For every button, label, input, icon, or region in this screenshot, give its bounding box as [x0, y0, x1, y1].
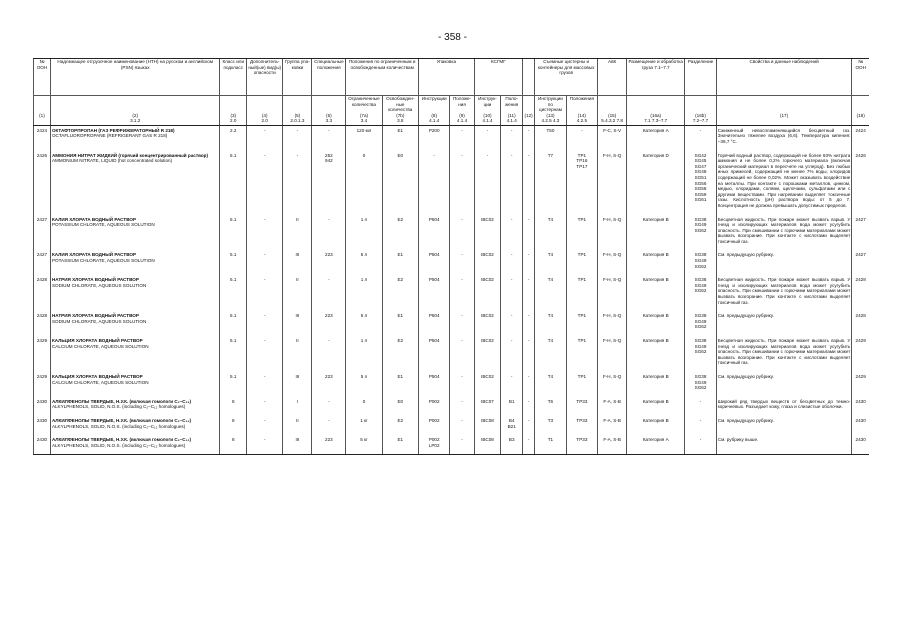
- cell-pi: P504: [418, 336, 449, 372]
- cell-stow: Категория D: [627, 151, 685, 215]
- cell-name: КАЛИЯ ХЛОРАТА ВОДНЫЙ РАСТВОР POTASSIUM CHLORATE, AQUEOUS SOLUTION: [50, 250, 220, 275]
- cell-tp: TP1: [566, 336, 597, 372]
- cell-ibcp: -: [501, 125, 523, 150]
- cell-stow: Категория B: [627, 311, 685, 336]
- cell-ibc: IBC08: [474, 416, 501, 435]
- col-tanks: Съемные цистерны и контейнеры для массовых грузов: [535, 59, 598, 96]
- cell-pi: P504: [418, 215, 449, 251]
- cell-lq: 5 л: [346, 250, 382, 275]
- cell-ems: F-H, S-Q: [598, 151, 627, 215]
- sub-tank-instr: Инструкции по цистернам: [535, 96, 566, 113]
- cell-pi: P504: [418, 372, 449, 397]
- cell-un: 2429: [34, 372, 51, 397]
- cell-segr: SG38 SG49 SG62: [685, 275, 716, 311]
- cell-tp: TP33: [566, 435, 597, 455]
- cell-un-right: 2430: [852, 416, 869, 435]
- sub-ibc-instr: Инструк-ции: [474, 96, 501, 113]
- cell-un-right: 2428: [852, 311, 869, 336]
- cell-pp: -: [450, 125, 474, 150]
- cell-ibc: IBC02: [474, 372, 501, 397]
- table-row: [34, 397, 870, 416]
- cell-pp: -: [450, 416, 474, 435]
- cell-extra: -: [247, 416, 283, 435]
- cell-class: 8: [220, 435, 247, 455]
- cell-ibcp: -: [501, 336, 523, 372]
- cell-eq: E0: [382, 151, 418, 215]
- cell-class: 5.1: [220, 151, 247, 215]
- col-pack-group: Группа упа-ковки: [283, 59, 312, 96]
- cell-name: ОКТАФТОРПРОПАН (ГАЗ РЕФРИЖЕРАТОРНЫЙ R 218) OCTAFLUOROPROPANE (REFRIGERANT GAS R 218): [50, 125, 220, 150]
- cell-sp: 223: [312, 372, 346, 397]
- cell-eq: E1: [382, 311, 418, 336]
- cell-class: 5.1: [220, 372, 247, 397]
- sub-tank-prov: Положения: [566, 96, 597, 113]
- table-row: [34, 372, 870, 397]
- cell-ti: T4: [535, 311, 566, 336]
- cell-ems: F-A, S-B: [598, 397, 627, 416]
- cell-name: КАЛЬЦИЯ ХЛОРАТА ВОДНЫЙ РАСТВОР CALCIUM CHLORATE, AQUEOUS SOLUTION: [50, 372, 220, 397]
- cell-pp: -: [450, 151, 474, 215]
- cell-lq: 0: [346, 397, 382, 416]
- cell-sp: -: [312, 397, 346, 416]
- cell-props: Бесцветная жидкость. При пожаре может вызвать взрыв. У гнезд и изолирующих материалов вода может усугубить опасность. При смешивании с горючими материалами может вызвать возгорание. При контакте с кислотами выделяет токсичный газ.: [716, 336, 852, 372]
- cell-c12: -: [523, 215, 535, 251]
- cell-extra: -: [247, 435, 283, 455]
- cell-props: См. предыдущую рубрику.: [716, 311, 852, 336]
- cell-pp: -: [450, 215, 474, 251]
- cell-un: 2429: [34, 336, 51, 372]
- cell-class: 5.1: [220, 275, 247, 311]
- cell-pi: P002: [418, 416, 449, 435]
- cell-pg: III: [283, 372, 312, 397]
- cell-lq: 0: [346, 151, 382, 215]
- cell-segr: SG38 SG49 SG62: [685, 311, 716, 336]
- cell-un: 2427: [34, 215, 51, 251]
- cell-un-right: 2424: [852, 125, 869, 150]
- cell-lq: 5 кг: [346, 435, 382, 455]
- cell-props: Сжиженный невоспламеняющийся бесцветный газ. Значительно тяжелее воздуха (6,6). Температура кипения: −36,7 °C.: [716, 125, 852, 150]
- cell-props: Широкий ряд твердых веществ от бесцветных до темно-коричневых. Разъедает кожу, глаза и слизистые оболочки.: [716, 397, 852, 416]
- table-row: [34, 125, 870, 150]
- cell-ti: T7: [535, 151, 566, 215]
- col-extra-hazard: Дополнитель-ный(ые) вид(ы) опасности: [247, 59, 283, 96]
- cell-tp: TP1: [566, 275, 597, 311]
- cell-name: КАЛЬЦИЯ ХЛОРАТА ВОДНЫЙ РАСТВОР CALCIUM CHLORATE, AQUEOUS SOLUTION: [50, 336, 220, 372]
- cell-un-right: 2426: [852, 151, 869, 215]
- cell-pp: -: [450, 435, 474, 455]
- cell-segr: SG38 SG49 SG62: [685, 250, 716, 275]
- cell-stow: Категория A: [627, 435, 685, 455]
- cell-un-right: 2427: [852, 250, 869, 275]
- cell-segr: SG38 SG49 SG62: [685, 336, 716, 372]
- cell-eq: E2: [382, 336, 418, 372]
- cell-sp: -: [312, 416, 346, 435]
- cell-stow: Категория B: [627, 250, 685, 275]
- cell-extra: -: [247, 215, 283, 251]
- cell-props: Бесцветная жидкость. При пожаре может вызвать взрыв. У гнезд и изолирующих материалов вода может усугубить опасность. При смешивании с горючими материалами может вызвать возгорание. При контакте с кислотами выделяет токсичный газ.: [716, 215, 852, 251]
- cell-sp: 223: [312, 250, 346, 275]
- col-un: № ООН: [34, 59, 51, 96]
- cell-c12: -: [523, 311, 535, 336]
- cell-stow: Категория B: [627, 397, 685, 416]
- cell-extra: -: [247, 125, 283, 150]
- cell-pg: II: [283, 215, 312, 251]
- cell-un: 2430: [34, 416, 51, 435]
- cell-tp: TP1: [566, 250, 597, 275]
- cell-extra: -: [247, 275, 283, 311]
- cell-ibc: IBC02: [474, 336, 501, 372]
- cell-pp: -: [450, 250, 474, 275]
- cell-ti: T50: [535, 125, 566, 150]
- cell-pi: P504: [418, 275, 449, 311]
- cell-un: 2426: [34, 151, 51, 215]
- table-row: [34, 250, 870, 275]
- cell-ibcp: B1: [501, 397, 523, 416]
- cell-pp: -: [450, 336, 474, 372]
- cell-c12: -: [523, 416, 535, 435]
- cell-ems: F-H, S-Q: [598, 275, 627, 311]
- cell-class: 8: [220, 397, 247, 416]
- cell-tp: TP33: [566, 397, 597, 416]
- cell-tp: -: [566, 125, 597, 150]
- cell-props: См. предыдущую рубрику.: [716, 372, 852, 397]
- cell-lq: 1 л: [346, 215, 382, 251]
- cell-c12: -: [523, 250, 535, 275]
- cell-pi: P504: [418, 311, 449, 336]
- cell-ibcp: B4 B21: [501, 416, 523, 435]
- cell-tp: TP1 TP16 TP17: [566, 151, 597, 215]
- cell-sp: -: [312, 125, 346, 150]
- cell-name: НАТРИЯ ХЛОРАТА ВОДНЫЙ РАСТВОР SODIUM CHLORATE, AQUEOUS SOLUTION: [50, 275, 220, 311]
- cell-pi: P504: [418, 250, 449, 275]
- cell-c12: -: [523, 397, 535, 416]
- col-class: Класс или подкласс: [220, 59, 247, 96]
- cell-sp: 223: [312, 435, 346, 455]
- table-row: [34, 151, 870, 215]
- cell-extra: -: [247, 372, 283, 397]
- table-row: [34, 311, 870, 336]
- sub-excepted: Освобожден-ные количества: [382, 96, 418, 113]
- cell-ti: T1: [535, 435, 566, 455]
- cell-ibcp: -: [501, 215, 523, 251]
- cell-ibcp: -: [501, 311, 523, 336]
- cell-class: 5.1: [220, 336, 247, 372]
- cell-pi: P200: [418, 125, 449, 150]
- cell-segr: SG38 SG49 SG62: [685, 372, 716, 397]
- cell-eq: E0: [382, 397, 418, 416]
- cell-pg: II: [283, 336, 312, 372]
- cell-name: АЛКИЛФЕНОЛЫ ТВЕРДЫЕ, Н.У.К. (включая гомологи C₂–C₁₂) ALKYLPHENOLS, SOLID, N.O.S. (including C₂–C₁₂ homologues): [50, 416, 220, 435]
- cell-tp: TP1: [566, 215, 597, 251]
- cell-ems: F-H, S-Q: [598, 215, 627, 251]
- cell-lq: 1 л: [346, 275, 382, 311]
- cell-sp: 252 942: [312, 151, 346, 215]
- cell-name: КАЛИЯ ХЛОРАТА ВОДНЫЙ РАСТВОР POTASSIUM CHLORATE, AQUEOUS SOLUTION: [50, 215, 220, 251]
- cell-pg: I: [283, 397, 312, 416]
- cell-c12: -: [523, 336, 535, 372]
- cell-props: См. предыдущую рубрику.: [716, 250, 852, 275]
- cell-ibc: -: [474, 151, 501, 215]
- cell-pi: P002: [418, 397, 449, 416]
- cell-props: Бесцветная жидкость. При пожаре может вызвать взрыв. У гнезд и изолирующих материалов вода может усугубить опасность. При смешивании с горючими материалами может вызвать возгорание. При контакте с кислотами выделяет токсичный газ.: [716, 275, 852, 311]
- cell-segr: -: [685, 125, 716, 150]
- cell-extra: -: [247, 397, 283, 416]
- cell-un-right: 2429: [852, 372, 869, 397]
- col-ems: АвК: [598, 59, 627, 96]
- cell-segr: SG38 SG49 SG62: [685, 215, 716, 251]
- sub-ibc-prov: Поло-жения: [501, 96, 523, 113]
- cell-extra: -: [247, 250, 283, 275]
- cell-stow: Категория A: [627, 125, 685, 150]
- cell-lq: 5 л: [346, 372, 382, 397]
- cell-pg: -: [283, 125, 312, 150]
- cell-ibc: IBC08: [474, 435, 501, 455]
- col-packaging: Упаковка: [418, 59, 474, 96]
- col-un-right: № ООН: [852, 59, 869, 96]
- cell-ibc: IBC02: [474, 215, 501, 251]
- table-body: [34, 125, 870, 455]
- cell-class: 2.2: [220, 125, 247, 150]
- cell-ems: F-H, S-Q: [598, 336, 627, 372]
- col-ibc: КСГМГ: [474, 59, 522, 96]
- sub-instr: Инструкции: [418, 96, 449, 113]
- sub-limited: Ограниченные количества: [346, 96, 382, 113]
- cell-eq: E2: [382, 215, 418, 251]
- cell-pi: P002 LP02: [418, 435, 449, 455]
- cell-ibcp: B3: [501, 435, 523, 455]
- cell-segr: SG42 SG45 SG47 SG48 SG51 SG56 SG58 SG59 SG61: [685, 151, 716, 215]
- cell-ems: F-H, S-Q: [598, 250, 627, 275]
- cell-sp: -: [312, 275, 346, 311]
- cell-stow: Категория B: [627, 372, 685, 397]
- cell-ems: F-C, S-V: [598, 125, 627, 150]
- cell-ti: T4: [535, 250, 566, 275]
- cell-class: 5.1: [220, 250, 247, 275]
- cell-un-right: 2430: [852, 435, 869, 455]
- cell-un: 2430: [34, 435, 51, 455]
- cell-tp: TP1: [566, 311, 597, 336]
- cell-pg: II: [283, 416, 312, 435]
- table-row: [34, 416, 870, 435]
- cell-c12: -: [523, 275, 535, 311]
- cell-extra: -: [247, 336, 283, 372]
- cell-tp: TP1: [566, 372, 597, 397]
- cell-un: 2424: [34, 125, 51, 150]
- cell-pp: -: [450, 275, 474, 311]
- cell-segr: -: [685, 397, 716, 416]
- cell-lq: 1 кг: [346, 416, 382, 435]
- cell-class: 8: [220, 416, 247, 435]
- cell-c12: -: [523, 151, 535, 215]
- cell-ti: T4: [535, 372, 566, 397]
- col-stowage: Размещение и обработка груза 7.1–7.7: [627, 59, 685, 96]
- cell-eq: E1: [382, 250, 418, 275]
- cell-eq: E1: [382, 372, 418, 397]
- col-segregation: Разделение: [685, 59, 716, 96]
- cell-sp: 223: [312, 311, 346, 336]
- cell-eq: E2: [382, 275, 418, 311]
- dangerous-goods-table: [33, 58, 869, 455]
- cell-c12: -: [523, 372, 535, 397]
- cell-ibcp: -: [501, 372, 523, 397]
- cell-tp: TP33: [566, 416, 597, 435]
- table-header: № ООН Надлежащее отгрузочное наименование (НТН) на русском и английском (PSN) языках Класс или подкласс Дополнитель-ный(ые) вид(ы) опасности Группа упа-ковки Специальные положения Положения по ограниченным и освобожденным количествам Упаковка КСГМГ Съемные цистерны и контейнеры для массовых грузов АвК Размещение и обработка груза 7.1–7.7 Разделение Свойства и данные наблюдений № ООН Ограниченные количества Освобожден-ные количества Инструкции Положе-ния Инструк-ции Поло-жения Инструкции по цистернам Положения (1) (2) 3.1.2 (3) 2.0 (4) 2.0 (5) 2.0.1.3 (6) 3.3 (7a) 3.4 (7b) 3.5 (8) 4.1.4 (9) 4.1.4 (10) 4.1.4 (11) 4.1.4 (12) (13) 4.2.5 4.3 (14) 4.2.5 (15) 5.4.3.2 7.8 (16a) 7.1 7.3–7.7 (16b) 7.2–7.7 (17) (18): [34, 59, 870, 126]
- cell-props: Горячий водный раствор, содержащий не более 93% нитрата аммония и не более 0,2% горючего материала (включая органический материал в пересчете на углерод). Без любых иных примесей, содержащий не менее 7% воды, хлоридов содержащий не более 0,02%. Может оказывать воздействие на металлы. При контакте с порошками металлов, цинком, медью, хлоридами, солями, щелочами, сульфатами или с другими веществами. При нагревании выделяет токсичные газы. Кислотность (pH) раствора воды: от 5 до 7. Концентрация не должна превышать допустимых пределов.: [716, 151, 852, 215]
- cell-name: АММОНИЯ НИТРАТ ЖИДКИЙ (горячий концентрированный раствор) AMMONIUM NITRATE, LIQUID (hot concentrated solution): [50, 151, 220, 215]
- cell-c12: -: [523, 125, 535, 150]
- cell-c12: -: [523, 435, 535, 455]
- cell-un: 2430: [34, 397, 51, 416]
- cell-pg: II: [283, 275, 312, 311]
- cell-ibc: IBC02: [474, 250, 501, 275]
- cell-ems: F-H, S-Q: [598, 372, 627, 397]
- cell-un: 2428: [34, 275, 51, 311]
- col-limited: Положения по ограниченным и освобожденным количествам: [346, 59, 419, 96]
- cell-pi: -: [418, 151, 449, 215]
- cell-stow: Категория B: [627, 215, 685, 251]
- cell-segr: -: [685, 416, 716, 435]
- cell-ti: T4: [535, 336, 566, 372]
- cell-stow: Категория B: [627, 416, 685, 435]
- cell-name: АЛКИЛФЕНОЛЫ ТВЕРДЫЕ, Н.У.К. (включая гомологи C₂–C₁₂) ALKYLPHENOLS, SOLID, N.O.S. (including C₂–C₁₂ homologues): [50, 435, 220, 455]
- cell-ibc: IBC07: [474, 397, 501, 416]
- cell-ti: T3: [535, 416, 566, 435]
- cell-segr: -: [685, 435, 716, 455]
- cell-sp: -: [312, 336, 346, 372]
- cell-ibcp: -: [501, 275, 523, 311]
- cell-ti: T4: [535, 275, 566, 311]
- cell-lq: 120 мл: [346, 125, 382, 150]
- col-special: Специальные положения: [312, 59, 346, 96]
- cell-ibc: IBC02: [474, 311, 501, 336]
- cell-un-right: 2428: [852, 275, 869, 311]
- cell-ibc: -: [474, 125, 501, 150]
- cell-extra: -: [247, 311, 283, 336]
- cell-eq: E1: [382, 435, 418, 455]
- table-row: [34, 275, 870, 311]
- table-row: [34, 336, 870, 372]
- table-row: [34, 435, 870, 455]
- table-row: [34, 215, 870, 251]
- cell-un: 2428: [34, 311, 51, 336]
- cell-un-right: 2427: [852, 215, 869, 251]
- cell-ems: F-A, S-B: [598, 416, 627, 435]
- cell-props: См. рубрику выше.: [716, 435, 852, 455]
- cell-un: 2427: [34, 250, 51, 275]
- cell-stow: Категория B: [627, 275, 685, 311]
- page-number: - 358 -: [438, 32, 467, 43]
- col-properties: Свойства и данные наблюдений: [716, 59, 852, 96]
- cell-pp: -: [450, 372, 474, 397]
- cell-lq: 1 л: [346, 336, 382, 372]
- cell-eq: E2: [382, 416, 418, 435]
- cell-pg: III: [283, 311, 312, 336]
- num-1: (1): [34, 113, 51, 126]
- cell-pp: -: [450, 397, 474, 416]
- cell-pp: -: [450, 311, 474, 336]
- cell-ibcp: -: [501, 151, 523, 215]
- cell-name: АЛКИЛФЕНОЛЫ ТВЕРДЫЕ, Н.У.К. (включая гомологи C₂–C₁₂) ALKYLPHENOLS, SOLID, N.O.S. (including C₂–C₁₂ homologues): [50, 397, 220, 416]
- cell-stow: Категория B: [627, 336, 685, 372]
- cell-pg: -: [283, 151, 312, 215]
- cell-un-right: 2430: [852, 397, 869, 416]
- cell-class: 5.1: [220, 215, 247, 251]
- cell-un-right: 2429: [852, 336, 869, 372]
- col-name: Надлежащее отгрузочное наименование (НТН) на русском и английском (PSN) языках: [50, 59, 220, 96]
- cell-lq: 5 л: [346, 311, 382, 336]
- cell-ems: F-H, S-Q: [598, 311, 627, 336]
- cell-name: НАТРИЯ ХЛОРАТА ВОДНЫЙ РАСТВОР SODIUM CHLORATE, AQUEOUS SOLUTION: [50, 311, 220, 336]
- cell-class: 5.1: [220, 311, 247, 336]
- cell-ti: T6: [535, 397, 566, 416]
- col-12: [523, 59, 535, 96]
- cell-eq: E1: [382, 125, 418, 150]
- cell-sp: -: [312, 215, 346, 251]
- cell-props: См. предыдущую рубрику.: [716, 416, 852, 435]
- cell-pg: III: [283, 435, 312, 455]
- cell-extra: -: [247, 151, 283, 215]
- cell-ibcp: -: [501, 250, 523, 275]
- cell-pg: III: [283, 250, 312, 275]
- cell-ti: T4: [535, 215, 566, 251]
- sub-prov: Положе-ния: [450, 96, 474, 113]
- cell-ibc: IBC02: [474, 275, 501, 311]
- cell-ems: F-A, S-B: [598, 435, 627, 455]
